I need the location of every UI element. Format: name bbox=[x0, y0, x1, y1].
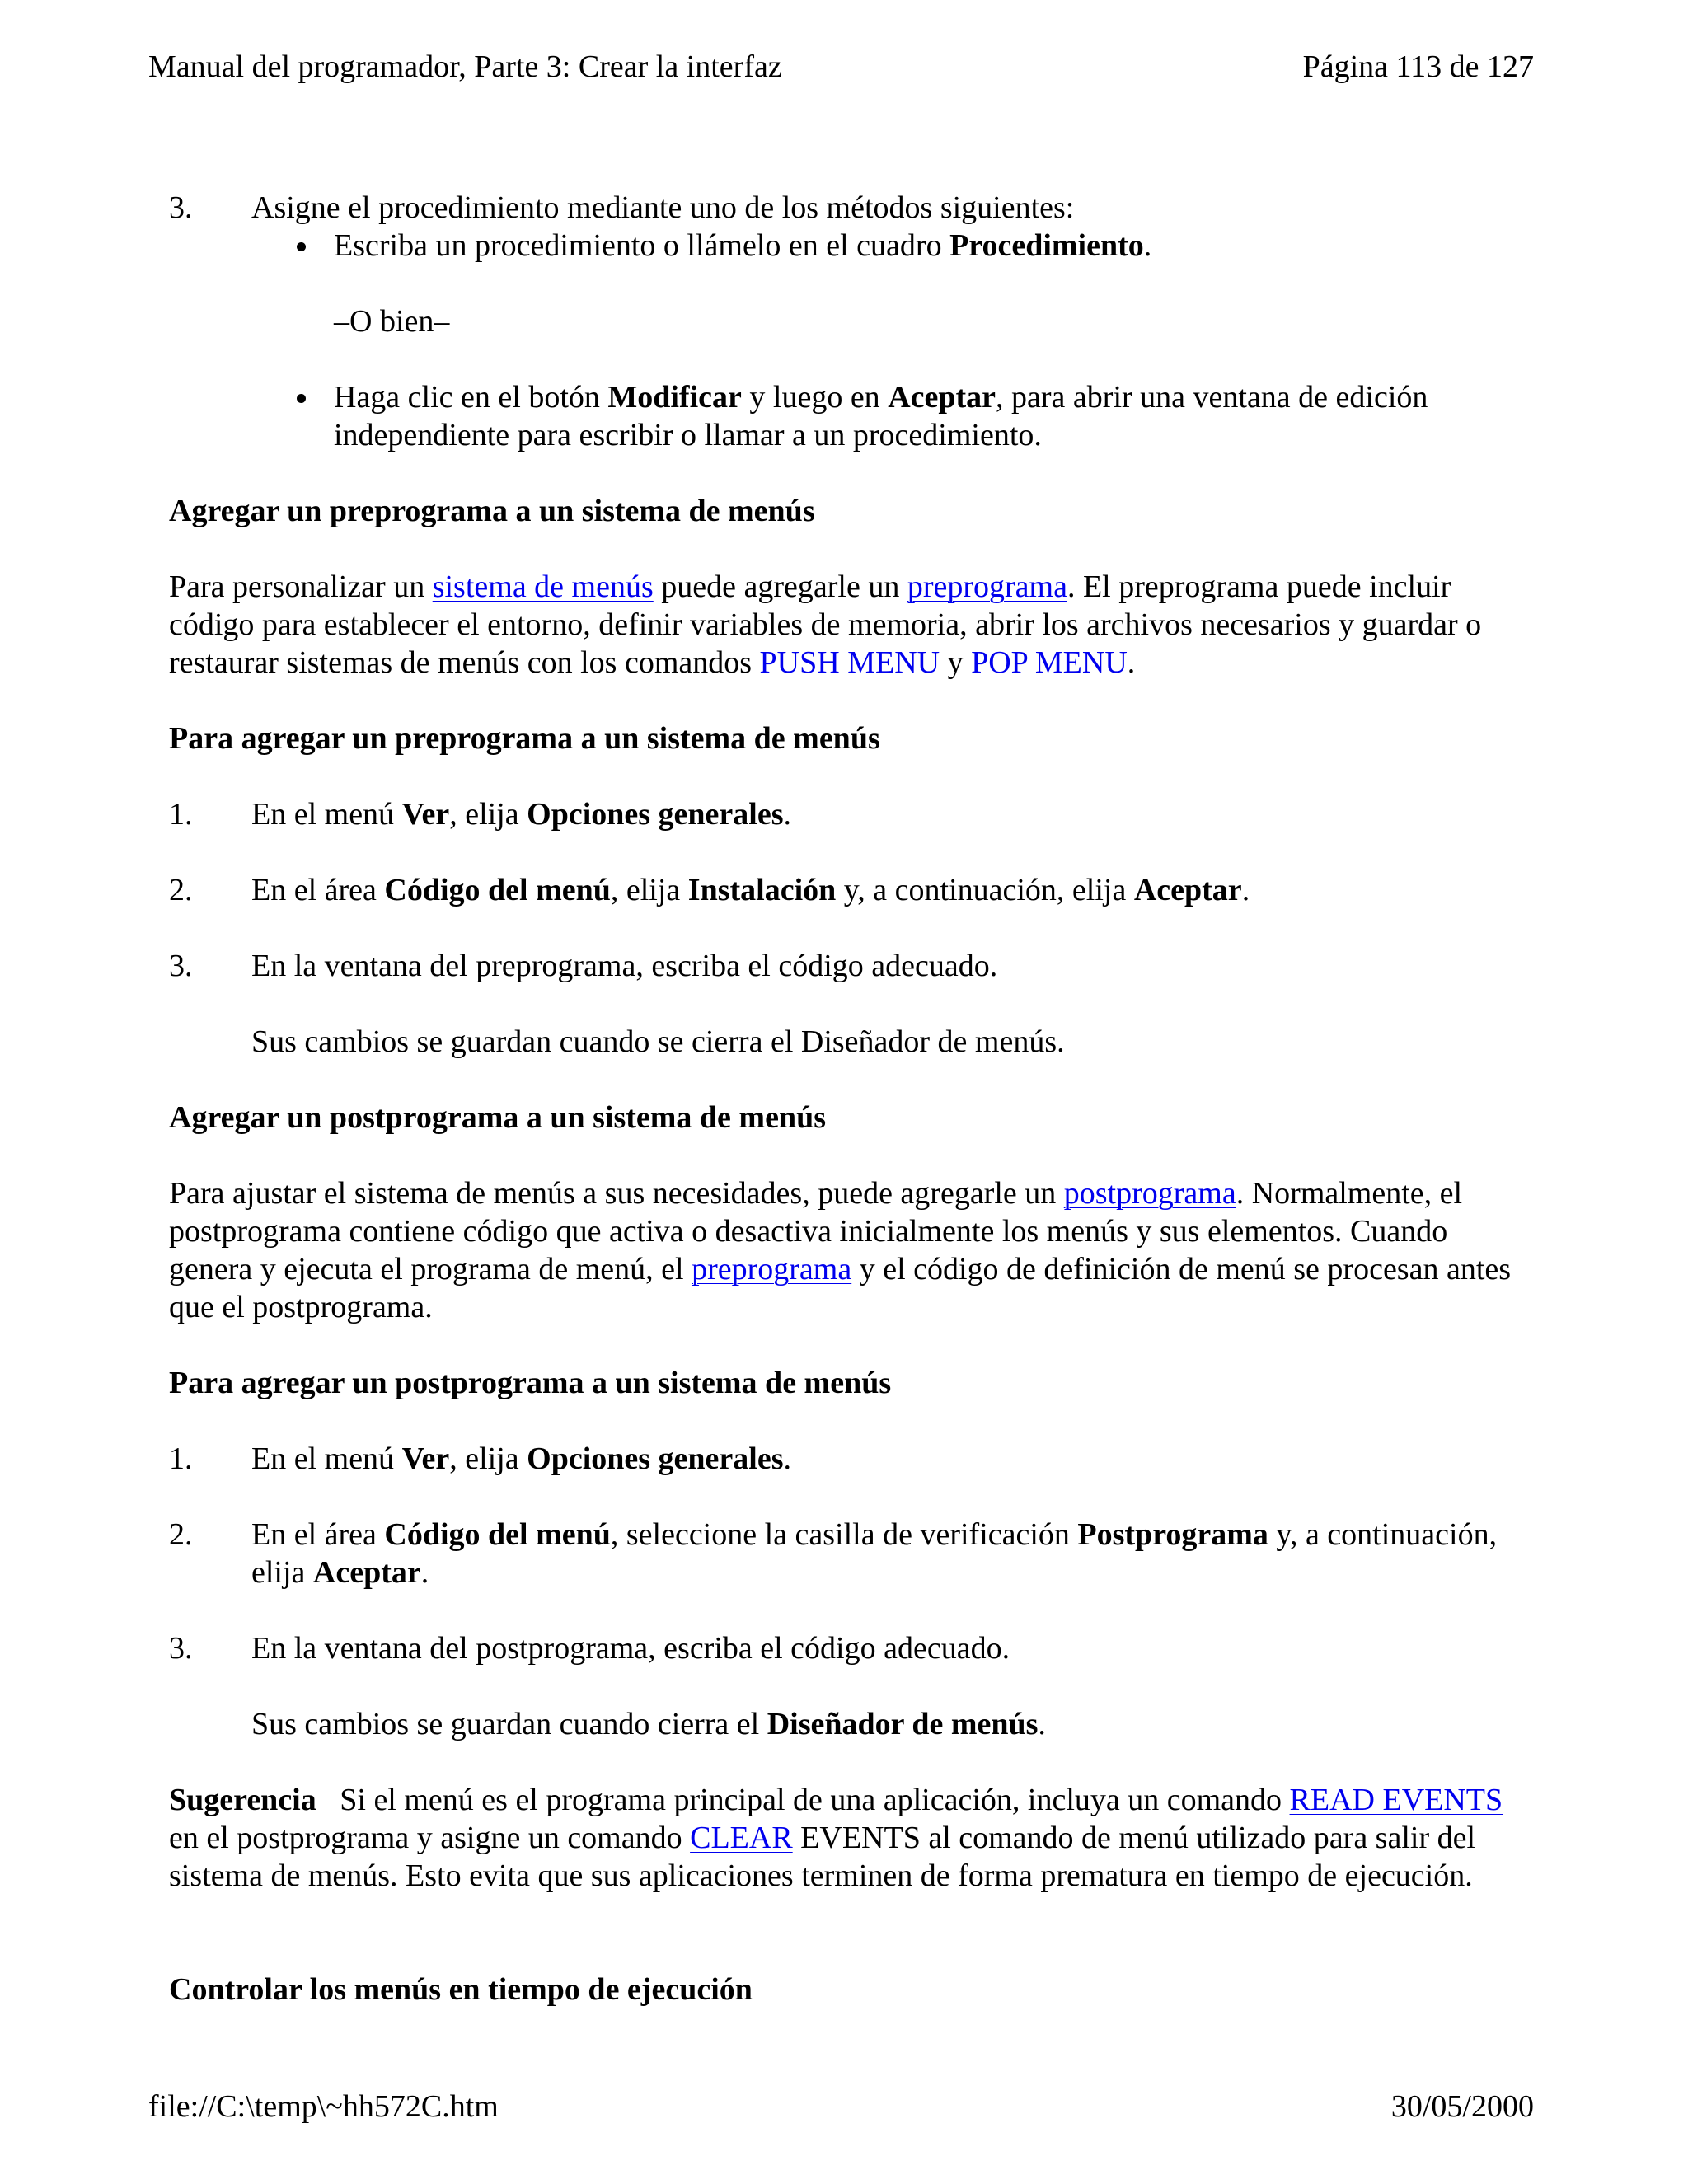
paragraph-preprogram: Para personalizar un sistema de menús puede agregarle un preprograma. El preprograma puede incluir código para establecer el entorno, definir variables de memoria, abrir los archivos necesarios y guardar o restaurar sistemas de menús con los comandos PUSH MENU y POP MENU. bbox=[169, 569, 1482, 680]
link-preprograma[interactable]: preprograma bbox=[692, 1252, 852, 1286]
link-read-events[interactable]: READ EVENTS bbox=[1289, 1783, 1503, 1817]
footer-file-path: file://C:\temp\~hh572C.htm bbox=[148, 2089, 499, 2124]
tip-label: Sugerencia bbox=[169, 1783, 316, 1817]
link-postprograma[interactable]: postprograma bbox=[1063, 1176, 1236, 1211]
paragraph-postprogram: Para ajustar el sistema de menús a sus necesidades, puede agregarle un postprograma. Normalmente, el postprograma contiene código que activa o desactiva inicialmente los menús y sus elementos. Cuando genera y ejecuta el programa de menú, el preprograma y el código de definición de menú se procesan antes que el postprograma. bbox=[169, 1176, 1512, 1324]
document-page: Manual del programador, Parte 3: Crear la interfaz Página 113 de 127 3. Asigne el procedimiento mediante uno de los métodos siguientes: Escriba un procedimiento o llámelo en el cuadro Procedimiento. –O bien– Haga clic en el botón Modificar y luego en Aceptar, para abrir una ventana de edición independiente para escribir o llamar a un procedimiento. Agregar un preprograma a un sistema de menús Para personalizar un sistema de menús puede agregarle un preprograma. El preprograma puede incluir código para establecer el entorno, definir variables de memoria, abrir los archivos necesarios y guardar o restaurar sistemas de menús con los comandos PUSH MENU y POP MENU. Para agregar un preprograma a un sistema de menús 1. En el menú Ver, elija Opciones generales. 2. En el área Código del menú, elija Instalación y, a continuación, elija Aceptar. 3. En la ventana del preprograma, escriba el código adecuado. Sus cambios se guardan cuando se cierra el Diseñador de menús. Agregar un postprograma a un sistema de menús Para ajustar el sistema de menús a sus necesidades, puede agregarle un postprograma. Normalmente, el postprograma contiene código que activa o desactiva inicialmente los menús y sus elementos. Cuando genera y ejecuta el programa de menú, el preprograma y el código de definición de menú se procesan antes que el postprograma. Para agregar un postprograma a un sistema de menús 1. En el menú Ver, elija Opciones generales. 2. En el área Código del menú, seleccione la casilla de verificación Postprograma y, a continuación, elija Aceptar. 3. En la ventana del postprograma, escriba el código adecuado. Sus cambios se guardan cuando cierra el Diseñador de menús. Sugerencia Si el menú es el programa principal de una aplicación, incluya un comando READ EVENTS en el postprograma y asigne un comando CLEAR EVENTS al comando de menú utilizado para salir del sistema de menús. Esto evita que sus aplicaciones terminen de forma prematura en tiempo de ejecución. Controlar los menús en tiempo de ejecución file://C:\temp\~hh572C.htm 30/05/2000 bbox=[148, 49, 1534, 2124]
procedure-heading: Para agregar un postprograma a un sistema de menús bbox=[169, 1366, 892, 1400]
step-text: Asigne el procedimiento mediante uno de los métodos siguientes: bbox=[251, 190, 1075, 225]
procedure-heading: Para agregar un preprograma a un sistema de menús bbox=[169, 721, 880, 756]
section-heading: Agregar un preprograma a un sistema de menús bbox=[169, 494, 815, 528]
link-pop-menu[interactable]: POP MENU bbox=[971, 645, 1128, 680]
section-heading: Controlar los menús en tiempo de ejecución bbox=[169, 1972, 753, 2007]
link-preprograma[interactable]: preprograma bbox=[907, 569, 1067, 604]
link-push-menu[interactable]: PUSH MENU bbox=[759, 645, 940, 680]
footer-date: 30/05/2000 bbox=[1390, 2089, 1534, 2124]
section-heading: Agregar un postprograma a un sistema de menús bbox=[169, 1100, 826, 1135]
page-header bbox=[148, 48, 1534, 86]
header-page-number: Página 113 de 127 bbox=[1302, 49, 1534, 84]
link-clear[interactable]: CLEAR bbox=[690, 1821, 793, 1855]
step-number: 3. bbox=[169, 190, 193, 225]
tip-paragraph: Sugerencia Si el menú es el programa principal de una aplicación, incluya un comando READ EVENTS en el postprograma y asigne un comando CLEAR EVENTS al comando de menú utilizado para salir del sistema de menús. Esto evita que sus aplicaciones terminen de forma prematura en tiempo de ejecución. bbox=[169, 1783, 1511, 1893]
page-footer bbox=[148, 2088, 1534, 2125]
link-sistema-de-menus[interactable]: sistema de menús bbox=[432, 569, 654, 604]
header-title: Manual del programador, Parte 3: Crear la interfaz bbox=[148, 49, 782, 84]
